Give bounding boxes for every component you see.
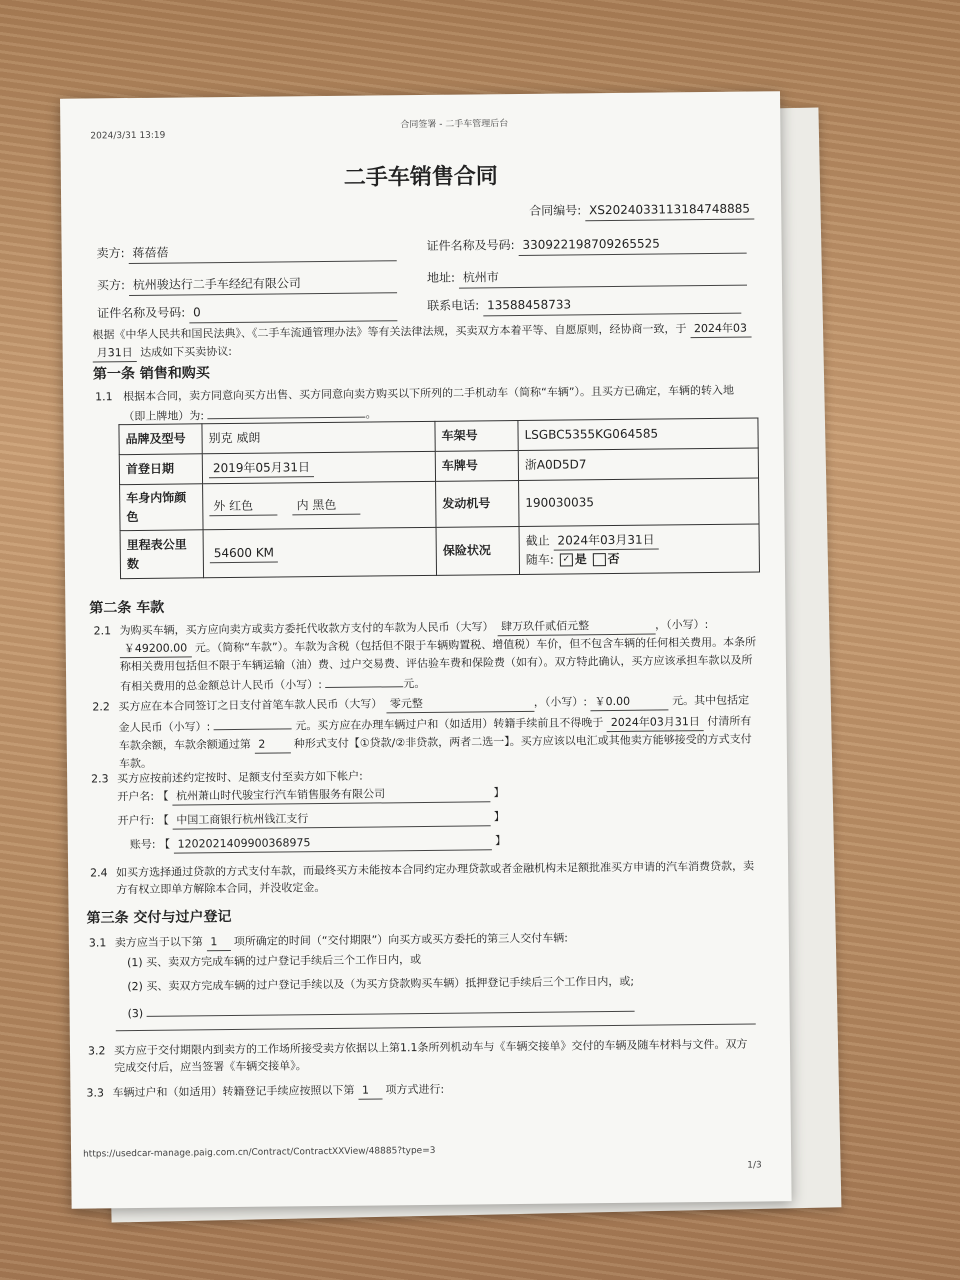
- clause-3-3-b: 项方式进行:: [385, 1082, 445, 1097]
- clause-2-1-d: 元。: [403, 677, 426, 691]
- payment-form-choice: 2: [254, 735, 290, 753]
- clause-2-2-c: 元。其中包括定金人民币（小写）:: [118, 693, 750, 735]
- delivery-option-3-label: (3): [127, 1006, 144, 1021]
- preamble: [92, 320, 752, 363]
- color-cell: [203, 481, 436, 530]
- buyer-row: [97, 273, 397, 296]
- bracket-open: 【: [158, 837, 171, 851]
- outer-color: 外 红色: [209, 496, 277, 516]
- address-value: 杭州市: [459, 266, 747, 289]
- bank-label: 开户行:: [117, 813, 155, 828]
- clause-2-1-c: 元。（简称“车款”）。车款为含税（包括但不限于车辆购置税、增值税）车价，但不包含车辆的任何相关费用。本条所称相关费用包括但不限于车辆运输（油）费、过户交易费、评估验车费和保险费（如有）。双方特此确认，买方应该承担车款以及所有相关费用的总金额总计人民币（小写）:: [119, 635, 757, 694]
- section-3-title: 第三条 交付与过户登记: [86, 909, 232, 927]
- preamble-date-b: 月31日: [93, 344, 137, 363]
- clause-2-2: [118, 691, 759, 772]
- deposit-blank: [214, 714, 292, 730]
- bracket-close: 】: [494, 834, 507, 848]
- address-row: [427, 266, 747, 289]
- buyer-id-row: [97, 301, 397, 324]
- delivery-option-3-line: [116, 1024, 756, 1032]
- insurance-cell: [519, 524, 759, 575]
- bank-row: [117, 808, 504, 830]
- address-label: 地址:: [426, 270, 456, 285]
- registration-value: 2019年05月31日: [209, 458, 314, 479]
- contract-number: [529, 200, 754, 222]
- clause-1-1-text: 根据本合同，卖方同意向买方出售、买方同意向卖方购买以下所列的二手机动车（简称“车辆”）。且买方已确定，车辆的转入地（即上牌地）为:: [123, 383, 735, 424]
- clause-3-2-text: 买方应于交付期限内到卖方的工作场所接受卖方依据以上第1.1条所列机动车与《车辆交接单》交付的车辆及随车材料与文件。双方完成交付后，应当签署《车辆交接单》。: [113, 1037, 748, 1075]
- delivery-option-2: (2) 买、卖双方完成车辆的过户登记手续以及（为买方贷款购买车辆）抵押登记手续后三个工作日内，或;: [127, 974, 635, 994]
- bracket-open: 【: [157, 813, 169, 827]
- color-label: 车身内饰颜色: [120, 484, 203, 531]
- clause-2-2-a: 买方应在本合同签订之日支付首笔车款人民币（大写）: [118, 697, 383, 714]
- plate-value: 浙A0D5D7: [518, 448, 758, 481]
- insurance-with: 随车:: [525, 552, 554, 568]
- clause-2-4-text: 如买方选择通过贷款的方式支付车款，而最终买方未能按本合同约定办理贷款或者金融机构未足额批准买方申请的汽车消费贷款，卖方有权立即单方解除本合同，并没收定金。: [116, 859, 755, 897]
- brand-value: 别克 威朗: [202, 421, 435, 453]
- account-number-value: 1202021409900368975: [173, 832, 491, 853]
- section-1-title: 第一条 销售和购买: [92, 365, 210, 383]
- seller-id-label: 证件名称及号码:: [426, 238, 515, 253]
- transfer-choice: 1: [358, 1081, 382, 1099]
- clause-2-4-number: 2.4: [90, 866, 108, 880]
- engine-label: 发动机号: [436, 480, 519, 527]
- delivery-option-1: (1) 买、卖双方完成车辆的过户登记手续后三个工作日内，或: [127, 953, 422, 970]
- buyer-id-label: 证件名称及号码:: [97, 305, 186, 321]
- clause-1-1-number: 1.1: [95, 390, 113, 404]
- clause-2-1: [120, 615, 761, 695]
- clause-2-2-f: 种形式支付【①贷款/②非贷款，两者二选一】。买方应该以电汇或其他卖方能够接受的方式支付车款。: [118, 732, 752, 771]
- brand-label: 品牌及型号: [119, 424, 202, 455]
- clause-2-1-a: 为购买车辆，买方应向卖方或卖方委托代收款方支付的车款为人民币（大写）: [119, 620, 494, 638]
- vin-label: 车架号: [435, 420, 518, 451]
- plate-label: 车牌号: [435, 450, 518, 481]
- buyer-id-value: 0: [189, 301, 397, 323]
- clause-3-1-number: 3.1: [88, 936, 107, 950]
- insurance-until: 截止: [525, 533, 550, 548]
- clause-2-3-number: 2.3: [91, 772, 109, 786]
- balance-due-date: 2024年03月31日: [607, 713, 704, 732]
- buyer-label: 买方:: [96, 278, 126, 293]
- insurance-label: 保险状况: [436, 527, 519, 576]
- clause-3-1-a: 卖方应当于以下第: [114, 935, 203, 950]
- clause-3-1-b: 项所确定的时间（“交付期限”）向买方或买方委托的第三人交付车辆:: [233, 931, 569, 948]
- clause-2-2-b: ，（小写）:: [533, 695, 588, 709]
- clause-2-2-number: 2.2: [92, 700, 110, 714]
- buyer-value: 杭州骏达行二手车经纪有限公司: [129, 273, 397, 295]
- inner-color: 内 黑色: [292, 495, 360, 515]
- bracket-close: 】: [493, 786, 505, 800]
- destination-blank: [207, 403, 365, 420]
- preamble-date-a: 2024年03: [690, 320, 751, 339]
- preamble-text: 根据《中华人民共和国民法典》、《二手车流通管理办法》等有关法律法规，买卖双方本着平等、自愿原则，经协商一致，于: [92, 322, 687, 342]
- delivery-option-3-blank: [147, 997, 635, 1017]
- mileage-cell: [203, 528, 436, 578]
- clause-1-1-end: 。: [365, 407, 377, 421]
- checkbox-no: [593, 553, 606, 566]
- phone-row: [427, 294, 741, 317]
- table-row: [120, 524, 759, 579]
- seller-label: 卖方:: [96, 246, 125, 261]
- delivery-choice: 1: [206, 933, 230, 951]
- price-uppercase: 肆万玖仟贰佰元整: [497, 617, 655, 637]
- contract-page: [60, 91, 792, 1208]
- clause-3-1: [115, 928, 755, 953]
- account-number-label: 账号:: [129, 837, 156, 852]
- first-payment-lowercase: ￥0.00: [590, 692, 668, 711]
- clause-2-2-d: 元。买方应在办理车辆过户和（如适用）转籍手续前且不得晚于: [295, 716, 604, 733]
- insurance-no: 否: [607, 552, 620, 567]
- section-2-title: 第二条 车款: [89, 599, 165, 617]
- seller-id-row: [426, 234, 746, 257]
- clause-2-1-b: ，（小写）:: [654, 618, 709, 632]
- seller-value: 蒋蓓蓓: [128, 241, 396, 263]
- account-name-label: 开户名:: [117, 789, 155, 804]
- vin-value: LSGBC5355KG064585: [518, 418, 758, 451]
- delivery-option-3: [127, 997, 634, 1022]
- first-payment-uppercase: 零元整: [386, 694, 534, 714]
- phone-label: 联系电话:: [427, 298, 480, 313]
- clause-3-3-a: 车辆过户和（如适用）转籍登记手续应按照以下第: [112, 1083, 355, 1100]
- vehicle-info-table: [118, 417, 760, 579]
- seller-row: [97, 241, 397, 264]
- print-datetime: 2024/3/31 13:19: [90, 130, 166, 142]
- table-row: [120, 478, 759, 531]
- footer-page-number: 1/3: [747, 1160, 762, 1171]
- account-name-value: 杭州萧山时代骏宝行汽车销售服务有限公司: [172, 784, 490, 805]
- registration-cell: [202, 451, 435, 483]
- preamble-tail: 达成如下买卖协议:: [140, 345, 232, 359]
- insurance-yes: 是: [574, 552, 587, 567]
- footer-url: https://usedcar-manage.paig.com.cn/Contract/ContractXXView/48885?type=3: [83, 1145, 436, 1160]
- clause-2-1-number: 2.1: [93, 624, 112, 638]
- bracket-open: 【: [157, 789, 169, 803]
- registration-label: 首登日期: [119, 454, 202, 485]
- print-page-title: 合同签署 - 二手车管理后台: [400, 119, 509, 131]
- contract-number-value: XS2024033113184748885: [585, 200, 754, 221]
- clause-3-2-number: 3.2: [87, 1044, 106, 1058]
- clause-3-3: [112, 1081, 444, 1103]
- clause-2-3-text: 买方应按前述约定按时、足额支付至卖方如下帐户:: [117, 769, 363, 786]
- contract-number-label: 合同编号:: [529, 203, 582, 218]
- clause-3-3-number: 3.3: [86, 1086, 105, 1100]
- account-number-row: [130, 832, 506, 854]
- price-lowercase: ￥49200.00: [120, 639, 192, 658]
- bracket-close: 】: [493, 810, 505, 824]
- checkbox-yes: ✓: [560, 554, 573, 567]
- account-name-row: [117, 784, 504, 806]
- document-title: 二手车销售合同: [343, 164, 498, 191]
- phone-value: 13588458733: [483, 294, 741, 316]
- clause-2-2-e: 付清所有车款余额，车款余额通过第: [118, 714, 752, 753]
- bank-value: 中国工商银行杭州钱江支行: [172, 808, 490, 829]
- seller-id-value: 330922198709265525: [518, 234, 746, 256]
- mileage-value: 54600 KM: [210, 543, 278, 563]
- engine-value: 190030035: [519, 478, 759, 527]
- mileage-label: 里程表公里数: [120, 530, 203, 579]
- insurance-date: 2024年03月31日: [553, 530, 658, 551]
- total-amount-blank: [325, 672, 403, 688]
